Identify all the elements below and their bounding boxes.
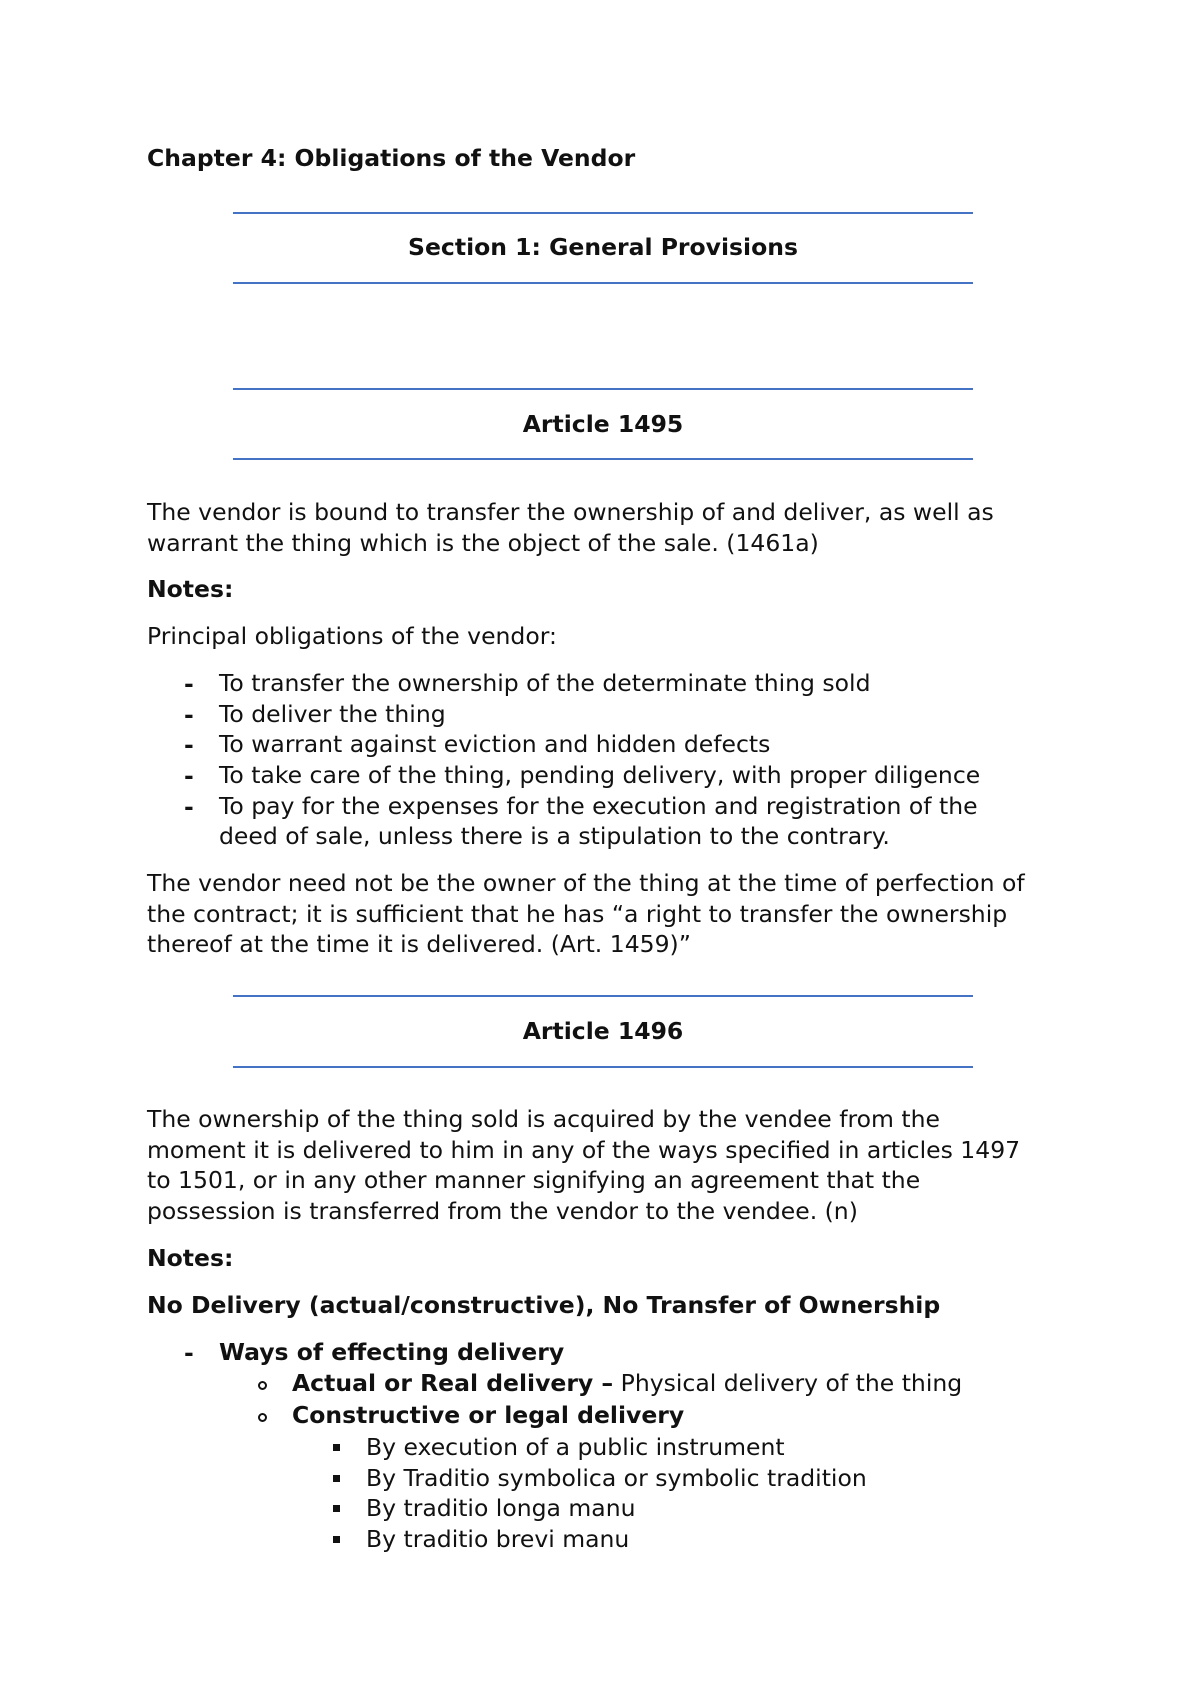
article-1495-title: Article 1495 [522,410,684,438]
list-item: To transfer the ownership of the determinate thing sold [219,669,871,697]
closing-line: thereof at the time it is delivered. (Art. 1459)” [147,930,691,958]
article-1496-text-line: to 1501, or in any other manner signifying an agreement that the [147,1166,921,1194]
list-item: To take care of the thing, pending delivery, with proper diligence [219,761,981,789]
circle-bullet-icon [258,1381,267,1390]
list-item: By execution of a public instrument [366,1433,785,1461]
ways-label: Ways of effecting delivery [219,1338,565,1366]
dash-bullet: - [184,731,194,759]
dash-bullet: - [184,762,194,790]
closing-line: the contract; it is sufficient that he has “a right to transfer the ownership [147,899,1008,928]
list-item-continuation: deed of sale, unless there is a stipulation to the contrary. [219,822,890,850]
article-1496-title: Article 1496 [522,1017,684,1045]
list-item: To warrant against eviction and hidden defects [219,730,771,758]
article-1496-text-line: moment it is delivered to him in any of the ways specified in articles 1497 [147,1135,1021,1164]
dash-bullet: - [184,1339,194,1367]
article-1496-text-line: The ownership of the thing sold is acquired by the vendee from the [147,1105,940,1133]
article-1495-notes-label: Notes: [147,575,234,603]
list-item: By Traditio symbolica or symbolic tradition [366,1464,867,1492]
closing-line: The vendor need not be the owner of the thing at the time of perfection of [147,869,1025,897]
dash-bullet: - [184,701,194,729]
section-rule-bottom [233,282,973,284]
chapter-title: Chapter 4: Obligations of the Vendor [147,144,636,172]
actual-delivery-desc: Physical delivery of the thing [613,1369,963,1397]
article-1496-rule-bottom [233,1066,973,1068]
article-1495-intro: Principal obligations of the vendor: [147,622,557,650]
article-1495-closing [147,868,1077,960]
article-1495-text-line: The vendor is bound to transfer the ownership of and deliver, as well as [147,498,994,526]
actual-delivery-item [292,1368,962,1399]
article-1496-text-line: possession is transferred from the vendor to the vendee. (n) [147,1196,858,1225]
section-rule-top [233,212,973,214]
square-bullet-icon [333,1444,340,1451]
article-1496-text [147,1104,1077,1226]
article-1495-rule-top [233,388,973,390]
article-1496-notes-label: Notes: [147,1244,234,1272]
article-1495-text [147,497,1077,558]
square-bullet-icon [333,1505,340,1512]
article-1496-rule-top [233,995,973,997]
constructive-delivery-label: Constructive or legal delivery [292,1401,685,1429]
square-bullet-icon [333,1475,340,1482]
list-item: By traditio longa manu [366,1494,636,1522]
dash-bullet: - [184,670,194,698]
article-1496-principle: No Delivery (actual/constructive), No Transfer of Ownership [147,1291,941,1319]
square-bullet-icon [333,1536,340,1543]
list-item: By traditio brevi manu [366,1525,630,1553]
article-1495-text-line: warrant the thing which is the object of the sale. (1461a) [147,528,819,557]
dash-bullet: - [184,793,194,821]
list-item: To deliver the thing [219,700,446,728]
actual-delivery-label: Actual or Real delivery – [292,1369,614,1397]
circle-bullet-icon [258,1413,267,1422]
list-item: To pay for the expenses for the execution and registration of the [219,792,978,820]
article-1495-rule-bottom [233,458,973,460]
section-title: Section 1: General Provisions [408,233,798,261]
